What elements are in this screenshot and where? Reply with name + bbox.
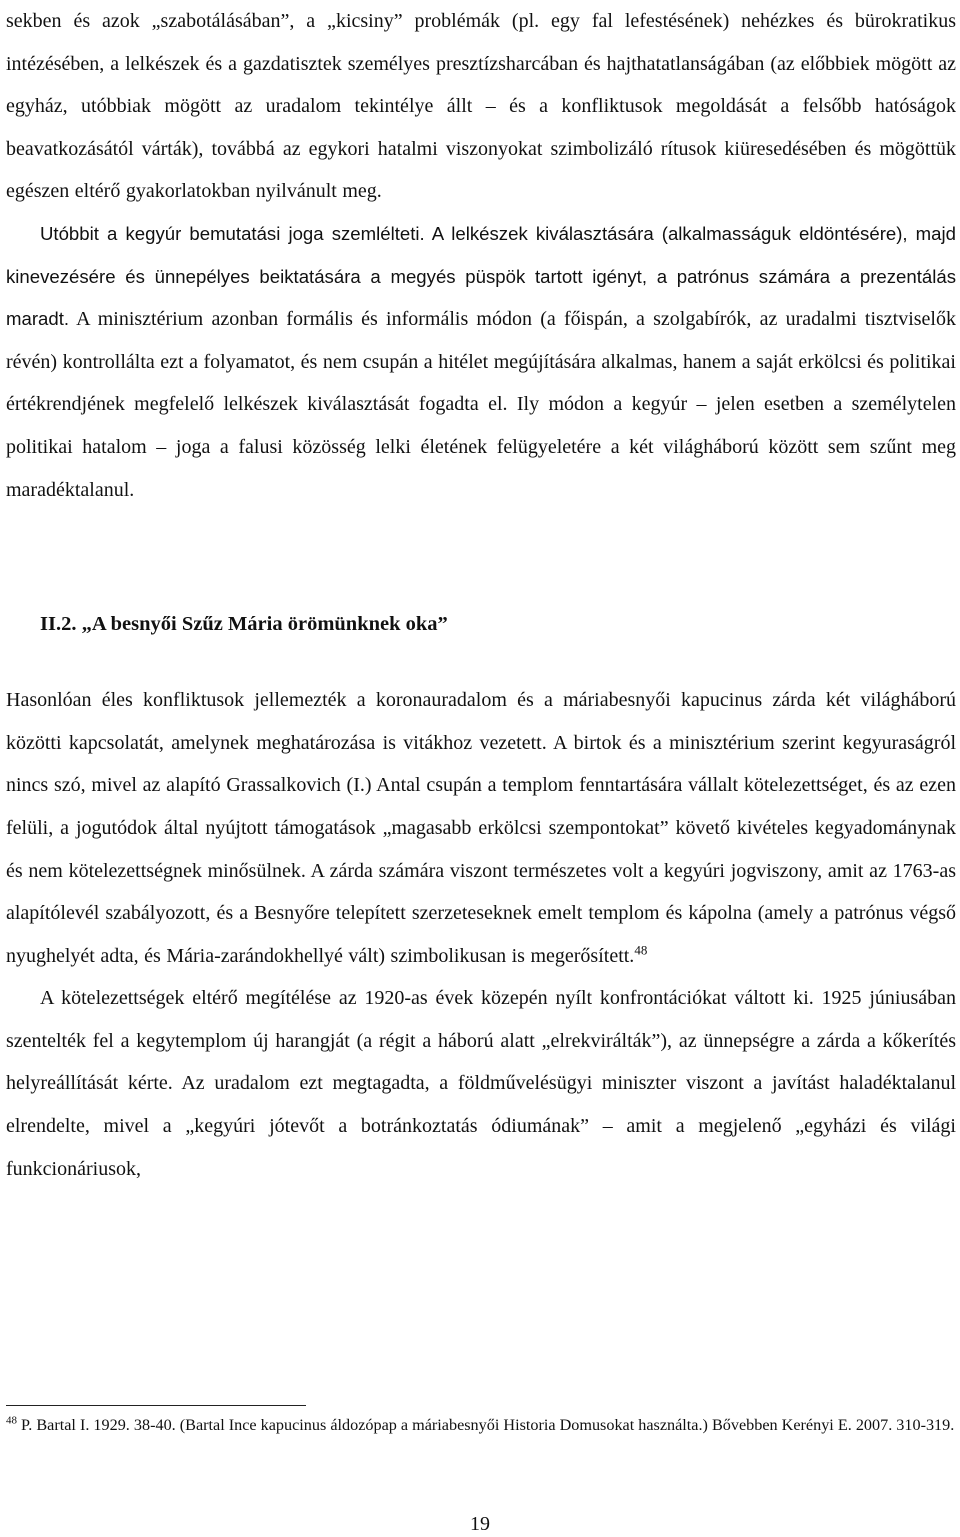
paragraph-continued: sekben és azok „szabotálásában”, a „kicsiny” problémák (pl. egy fal lefestésének) nehézkes és bürokratikus intézésében, a lelkészek és a gazdatisztek személyes presztízsharcában és hajthatatlanságában (az előbbiek mögött az egyház, utóbbiak mögött az uradalom tekintélye állt – és a konfliktusok megoldását a felsőbb hatóságok beavatkozásától várták), továbbá az egykori hatalmi viszonyokat szimbolizáló rítusok kiüresedésében és mögöttük egészen eltérő gyakorlatokban nyilvánult meg. — [6, 10, 956, 203]
spacer — [6, 639, 956, 679]
footnote-number: 48 — [6, 1414, 17, 1427]
footnote-separator — [6, 1405, 306, 1406]
footnote — [6, 1414, 956, 1436]
footnote-reference[interactable]: 48 — [634, 942, 648, 958]
section-heading: II.2. „A besnyői Szűz Mária örömünknek oka” — [40, 613, 448, 636]
page-number: 19 — [470, 1513, 490, 1535]
paragraph-convent-text: Hasonlóan éles konfliktusok jellemezték a koronauradalom és a máriabesnyői kapucinus zárda két világháború közötti kapcsolatát, amelynek meghatározása is vitákhoz vezetett. A birtok és a minisztérium szerint kegyuraságról nincs szó, mivel az alapító Grassalkovich (I.) Antal csupán a templom fenntartására vállalt kötelezettséget, és az ezen felüli, a jogutódok által nyújtott támogatások „magasabb erkölcsi szempontokat” követő kivételes kegyadománynak és nem kötelezettségnek minősülnek. A zárda számára viszont természetes volt a kegyúri jogviszony, amit az 1763-as alapítólevél szabályozott, és a Besnyőre telepített szerzeteseknek emelt templom és kápolna (amely a patrónus végső nyughelyét adta, és Mária-zarándokhellyé vált) szimbolikusan is megerősített. — [6, 689, 956, 967]
spacer — [6, 511, 956, 609]
paragraph-patronage — [6, 213, 956, 511]
paragraph-serif-segment: A minisztérium azonban formális és informális módon (a főispán, a szolgabírók, az uradalmi tisztviselők révén) kontrollálta ezt a folyamatot, és nem csupán a hitélet megújítására alkalmas, hanem a saját erkölcsi és politikai értékrendjének megfelelő lelkészek kiválasztását fogadta el. Ily módon a kegyúr – jelen esetben a személytelen politikai hatalom – joga a falusi közösség lelki életének felügyeletére a két világháború között sem szűnt meg maradéktalanul. — [6, 308, 956, 501]
paragraph-convent — [6, 679, 956, 977]
document-page — [6, 0, 956, 1190]
footnote-text: P. Bartal I. 1929. 38-40. (Bartal Ince kapucinus áldozópap a máriabesnyői Historia Domusokat használta.) Bővebben Kerényi E. 2007. 310-319. — [17, 1416, 955, 1434]
paragraph-sans-segment: Utóbbit a kegyúr bemutatási joga szemlélteti. A lelkészek kiválasztására (alkalmasságuk eldöntésére), majd kinevezésére és ünnepélyes beiktatására a megyés püspök tartott igényt, a patrónus számára a prezentálás maradt. — [6, 222, 956, 330]
paragraph-obligations: A kötelezettségek eltérő megítélése az 1920-as évek közepén nyílt konfrontációkat váltott ki. 1925 júniusában szentelték fel a kegytemplom új harangját (a régit a háború alatt „elrekvirálták”), az ünnepségre a zárda a kőkerítés helyreállítását kérte. Az uradalom ezt megtagadta, a földművelésügyi miniszter viszont a javítást haladéktalanul elrendelte, mivel a „kegyúri jótevőt a botránkoztatás ódiumának” – amit a megjelenő „egyházi és világi funkcionáriusok, — [6, 987, 956, 1180]
